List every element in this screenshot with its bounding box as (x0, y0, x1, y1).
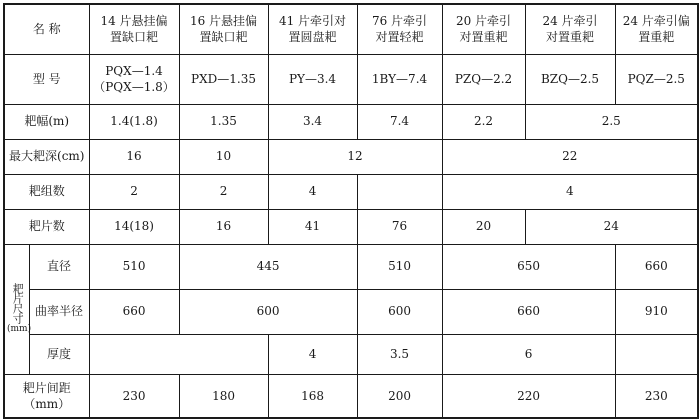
thickness-cell-empty (615, 334, 698, 374)
radius-cell: 660 (442, 289, 615, 334)
header-row (4, 4, 698, 54)
model-row (4, 54, 698, 104)
width-cell: 1.35 (179, 104, 268, 139)
groups-cell: 2 (179, 174, 268, 209)
spacing-cell: 220 (442, 374, 615, 418)
spacing-row (4, 374, 698, 418)
model-cell: BZQ—2.5 (525, 54, 615, 104)
thickness-label: 厚度 (29, 334, 89, 374)
spacing-cell: 230 (615, 374, 698, 418)
discs-label: 耙片数 (4, 209, 89, 244)
col-header-6: 24 片牵引 对置重耙 (525, 4, 615, 54)
diameter-cell: 445 (179, 244, 357, 289)
size-group-label (4, 244, 32, 374)
groups-row (4, 174, 698, 209)
discs-cell: 76 (357, 209, 442, 244)
spacing-cell: 168 (268, 374, 357, 418)
diameter-cell: 510 (357, 244, 442, 289)
width-cell: 3.4 (268, 104, 357, 139)
size-label: 耙片尺寸 (11, 282, 25, 323)
model-cell: PZQ—2.2 (442, 54, 525, 104)
model-cell: PXD—1.35 (179, 54, 268, 104)
discs-cell: 24 (525, 209, 698, 244)
diameter-cell: 510 (89, 244, 179, 289)
model-cell: PQZ—2.5 (615, 54, 698, 104)
diameter-label: 直径 (29, 244, 89, 289)
spec-table (3, 3, 699, 419)
discs-cell: 20 (442, 209, 525, 244)
depth-cell: 10 (179, 139, 268, 174)
col-header-5: 20 片牵引 对置重耙 (442, 4, 525, 54)
spacing-cell: 230 (89, 374, 179, 418)
radius-cell: 600 (357, 289, 442, 334)
width-cell: 7.4 (357, 104, 442, 139)
depth-row (4, 139, 698, 174)
model-label: 型 号 (4, 54, 89, 104)
model-cell: 1BY—7.4 (357, 54, 442, 104)
col-header-7: 24 片牵引偏 置重耙 (615, 4, 698, 54)
groups-cell-empty (357, 174, 442, 209)
groups-label: 耙组数 (4, 174, 89, 209)
diameter-cell: 650 (442, 244, 615, 289)
model-cell: PY—3.4 (268, 54, 357, 104)
depth-cell: 16 (89, 139, 179, 174)
width-cell: 2.2 (442, 104, 525, 139)
discs-cell: 14(18) (89, 209, 179, 244)
thickness-cell-empty (89, 334, 268, 374)
radius-cell: 660 (89, 289, 179, 334)
thickness-cell: 4 (268, 334, 357, 374)
col-header-4: 76 片牵引 对置轻耙 (357, 4, 442, 54)
size-unit: (mm) (7, 323, 32, 334)
spacing-cell: 180 (179, 374, 268, 418)
radius-cell: 600 (179, 289, 357, 334)
width-label: 耙幅(m) (4, 104, 89, 139)
groups-cell: 2 (89, 174, 179, 209)
name-label: 名 称 (4, 4, 89, 54)
thickness-row (4, 334, 698, 374)
groups-cell: 4 (442, 174, 698, 209)
spacing-label: 耙片间距 （mm） (4, 374, 89, 418)
col-header-2: 16 片悬挂偏 置缺口耙 (179, 4, 268, 54)
discs-cell: 16 (179, 209, 268, 244)
radius-cell: 910 (615, 289, 698, 334)
thickness-cell: 3.5 (357, 334, 442, 374)
discs-row (4, 209, 698, 244)
width-cell: 2.5 (525, 104, 698, 139)
radius-label: 曲率半径 (29, 289, 89, 334)
depth-label: 最大耙深(cm) (4, 139, 89, 174)
radius-row (4, 289, 698, 334)
depth-cell: 22 (442, 139, 698, 174)
col-header-3: 41 片牵引对 置圆盘耙 (268, 4, 357, 54)
groups-cell: 4 (268, 174, 357, 209)
model-cell: PQX—1.4 （PQX—1.8） (89, 54, 179, 104)
width-row (4, 104, 698, 139)
width-cell: 1.4(1.8) (89, 104, 179, 139)
discs-cell: 41 (268, 209, 357, 244)
diameter-cell: 660 (615, 244, 698, 289)
col-header-1: 14 片悬挂偏 置缺口耙 (89, 4, 179, 54)
spacing-cell: 200 (357, 374, 442, 418)
depth-cell: 12 (268, 139, 442, 174)
diameter-row (4, 244, 698, 289)
thickness-cell: 6 (442, 334, 615, 374)
